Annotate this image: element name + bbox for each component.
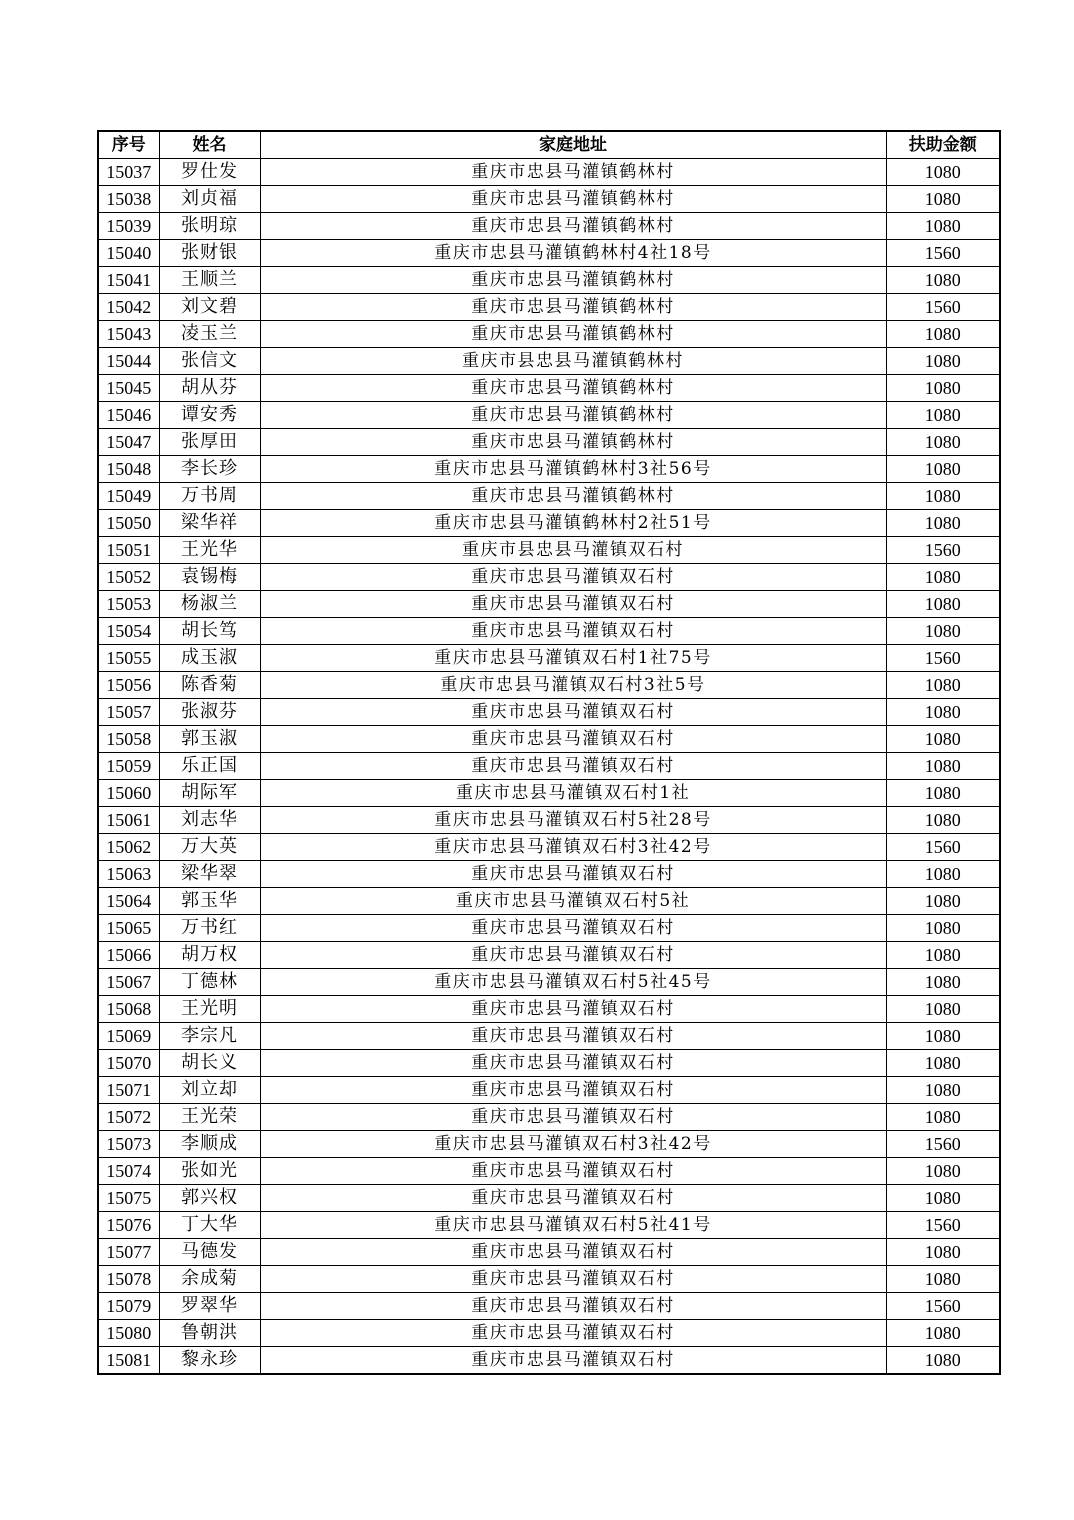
cell-seq: 15041: [98, 267, 159, 294]
table-row: [98, 1104, 1000, 1131]
cell-amount: 1080: [886, 1104, 1000, 1131]
cell-seq: 15048: [98, 456, 159, 483]
cell-seq: 15071: [98, 1077, 159, 1104]
table-row: [98, 564, 1000, 591]
cell-name: 罗翠华: [159, 1293, 260, 1320]
cell-name: 王光明: [159, 996, 260, 1023]
header-name: 姓名: [159, 131, 260, 159]
table-row: [98, 186, 1000, 213]
cell-name: 郭兴权: [159, 1185, 260, 1212]
cell-name: 张厚田: [159, 429, 260, 456]
cell-name: 王顺兰: [159, 267, 260, 294]
table-row: [98, 1293, 1000, 1320]
cell-amount: 1080: [886, 699, 1000, 726]
cell-amount: 1560: [886, 294, 1000, 321]
cell-address: 重庆市忠县马灌镇双石村5社: [260, 888, 886, 915]
cell-seq: 15047: [98, 429, 159, 456]
cell-name: 罗仕发: [159, 159, 260, 186]
table-row: [98, 699, 1000, 726]
cell-name: 张明琼: [159, 213, 260, 240]
cell-name: 丁德林: [159, 969, 260, 996]
table-row: [98, 1239, 1000, 1266]
table-row: [98, 1185, 1000, 1212]
cell-name: 胡万权: [159, 942, 260, 969]
cell-name: 王光荣: [159, 1104, 260, 1131]
cell-address: 重庆市忠县马灌镇双石村: [260, 861, 886, 888]
cell-address: 重庆市忠县马灌镇双石村1社75号: [260, 645, 886, 672]
cell-address: 重庆市忠县马灌镇鹤林村: [260, 159, 886, 186]
cell-seq: 15080: [98, 1320, 159, 1347]
cell-amount: 1080: [886, 564, 1000, 591]
cell-name: 谭安秀: [159, 402, 260, 429]
cell-name: 袁锡梅: [159, 564, 260, 591]
table-row: [98, 1131, 1000, 1158]
cell-address: 重庆市忠县马灌镇鹤林村: [260, 294, 886, 321]
cell-name: 胡长义: [159, 1050, 260, 1077]
cell-amount: 1080: [886, 780, 1000, 807]
cell-seq: 15057: [98, 699, 159, 726]
cell-seq: 15077: [98, 1239, 159, 1266]
cell-address: 重庆市忠县马灌镇双石村: [260, 618, 886, 645]
table-row: [98, 1320, 1000, 1347]
cell-address: 重庆市忠县马灌镇鹤林村: [260, 213, 886, 240]
cell-name: 凌玉兰: [159, 321, 260, 348]
cell-amount: 1080: [886, 1239, 1000, 1266]
cell-amount: 1080: [886, 483, 1000, 510]
cell-seq: 15050: [98, 510, 159, 537]
table-row: [98, 996, 1000, 1023]
cell-seq: 15070: [98, 1050, 159, 1077]
cell-seq: 15073: [98, 1131, 159, 1158]
table-row: [98, 456, 1000, 483]
cell-amount: 1080: [886, 348, 1000, 375]
cell-amount: 1080: [886, 1347, 1000, 1375]
cell-name: 万书红: [159, 915, 260, 942]
cell-amount: 1080: [886, 429, 1000, 456]
cell-amount: 1080: [886, 969, 1000, 996]
cell-address: 重庆市忠县马灌镇双石村: [260, 699, 886, 726]
cell-amount: 1080: [886, 510, 1000, 537]
cell-address: 重庆市忠县马灌镇双石村3社5号: [260, 672, 886, 699]
cell-name: 杨淑兰: [159, 591, 260, 618]
table-row: [98, 807, 1000, 834]
cell-name: 黎永珍: [159, 1347, 260, 1375]
cell-address: 重庆市忠县马灌镇鹤林村4社18号: [260, 240, 886, 267]
table-row: [98, 834, 1000, 861]
table-row: [98, 888, 1000, 915]
cell-address: 重庆市忠县马灌镇双石村3社42号: [260, 834, 886, 861]
cell-address: 重庆市忠县马灌镇双石村1社: [260, 780, 886, 807]
table-row: [98, 591, 1000, 618]
cell-address: 重庆市忠县马灌镇双石村: [260, 1185, 886, 1212]
cell-amount: 1080: [886, 375, 1000, 402]
table-body: [98, 159, 1000, 1375]
cell-seq: 15058: [98, 726, 159, 753]
cell-address: 重庆市忠县马灌镇双石村3社42号: [260, 1131, 886, 1158]
cell-name: 梁华翠: [159, 861, 260, 888]
cell-address: 重庆市忠县马灌镇鹤林村: [260, 186, 886, 213]
cell-seq: 15049: [98, 483, 159, 510]
cell-name: 郭玉华: [159, 888, 260, 915]
table-row: [98, 618, 1000, 645]
cell-amount: 1080: [886, 267, 1000, 294]
cell-name: 刘立却: [159, 1077, 260, 1104]
table-row: [98, 294, 1000, 321]
cell-amount: 1560: [886, 1212, 1000, 1239]
table-row: [98, 402, 1000, 429]
cell-name: 李宗凡: [159, 1023, 260, 1050]
table-row: [98, 429, 1000, 456]
cell-address: 重庆市忠县马灌镇双石村: [260, 1347, 886, 1375]
cell-name: 刘文碧: [159, 294, 260, 321]
cell-seq: 15075: [98, 1185, 159, 1212]
cell-name: 鲁朝洪: [159, 1320, 260, 1347]
cell-address: 重庆市忠县马灌镇鹤林村: [260, 483, 886, 510]
cell-seq: 15079: [98, 1293, 159, 1320]
cell-amount: 1080: [886, 1077, 1000, 1104]
cell-address: 重庆市忠县马灌镇鹤林村: [260, 375, 886, 402]
cell-address: 重庆市忠县马灌镇双石村: [260, 1023, 886, 1050]
cell-name: 张淑芬: [159, 699, 260, 726]
cell-amount: 1080: [886, 321, 1000, 348]
header-seq: 序号: [98, 131, 159, 159]
cell-name: 郭玉淑: [159, 726, 260, 753]
cell-name: 李长珍: [159, 456, 260, 483]
cell-address: 重庆市忠县马灌镇鹤林村3社56号: [260, 456, 886, 483]
cell-address: 重庆市忠县马灌镇双石村: [260, 996, 886, 1023]
cell-address: 重庆市忠县马灌镇双石村: [260, 1077, 886, 1104]
cell-seq: 15067: [98, 969, 159, 996]
cell-address: 重庆市忠县马灌镇双石村: [260, 564, 886, 591]
cell-seq: 15069: [98, 1023, 159, 1050]
table-row: [98, 942, 1000, 969]
cell-address: 重庆市忠县马灌镇双石村: [260, 942, 886, 969]
cell-seq: 15053: [98, 591, 159, 618]
cell-address: 重庆市忠县马灌镇双石村: [260, 1293, 886, 1320]
table-row: [98, 780, 1000, 807]
cell-amount: 1560: [886, 1131, 1000, 1158]
cell-name: 胡长笃: [159, 618, 260, 645]
cell-amount: 1560: [886, 537, 1000, 564]
table-row: [98, 915, 1000, 942]
cell-amount: 1080: [886, 915, 1000, 942]
table-row: [98, 1050, 1000, 1077]
cell-seq: 15054: [98, 618, 159, 645]
cell-seq: 15078: [98, 1266, 159, 1293]
cell-address: 重庆市忠县马灌镇双石村: [260, 753, 886, 780]
cell-address: 重庆市忠县马灌镇鹤林村: [260, 267, 886, 294]
cell-seq: 15064: [98, 888, 159, 915]
cell-amount: 1080: [886, 186, 1000, 213]
cell-seq: 15045: [98, 375, 159, 402]
cell-amount: 1080: [886, 213, 1000, 240]
table-row: [98, 213, 1000, 240]
cell-amount: 1080: [886, 942, 1000, 969]
cell-name: 成玉淑: [159, 645, 260, 672]
cell-seq: 15037: [98, 159, 159, 186]
cell-address: 重庆市忠县马灌镇双石村: [260, 726, 886, 753]
cell-seq: 15081: [98, 1347, 159, 1375]
cell-seq: 15074: [98, 1158, 159, 1185]
table-row: [98, 240, 1000, 267]
cell-name: 万大英: [159, 834, 260, 861]
cell-seq: 15042: [98, 294, 159, 321]
table-row: [98, 1077, 1000, 1104]
cell-amount: 1080: [886, 726, 1000, 753]
table-row: [98, 753, 1000, 780]
cell-address: 重庆市忠县马灌镇鹤林村: [260, 321, 886, 348]
cell-seq: 15056: [98, 672, 159, 699]
cell-seq: 15038: [98, 186, 159, 213]
cell-seq: 15068: [98, 996, 159, 1023]
cell-name: 马德发: [159, 1239, 260, 1266]
cell-address: 重庆市忠县马灌镇双石村: [260, 591, 886, 618]
cell-name: 梁华祥: [159, 510, 260, 537]
cell-address: 重庆市忠县马灌镇双石村: [260, 1158, 886, 1185]
cell-amount: 1080: [886, 1158, 1000, 1185]
cell-amount: 1080: [886, 1185, 1000, 1212]
cell-name: 陈香菊: [159, 672, 260, 699]
table-row: [98, 510, 1000, 537]
cell-seq: 15039: [98, 213, 159, 240]
header-address: 家庭地址: [260, 131, 886, 159]
cell-address: 重庆市忠县马灌镇双石村: [260, 915, 886, 942]
cell-address: 重庆市忠县马灌镇双石村: [260, 1050, 886, 1077]
table-row: [98, 483, 1000, 510]
cell-name: 胡际军: [159, 780, 260, 807]
cell-amount: 1080: [886, 591, 1000, 618]
table-row: [98, 537, 1000, 564]
cell-amount: 1560: [886, 834, 1000, 861]
cell-address: 重庆市忠县马灌镇双石村: [260, 1320, 886, 1347]
cell-amount: 1080: [886, 1023, 1000, 1050]
cell-amount: 1560: [886, 1293, 1000, 1320]
cell-address: 重庆市忠县马灌镇双石村: [260, 1266, 886, 1293]
cell-amount: 1080: [886, 888, 1000, 915]
cell-seq: 15076: [98, 1212, 159, 1239]
cell-address: 重庆市忠县马灌镇双石村5社28号: [260, 807, 886, 834]
cell-seq: 15040: [98, 240, 159, 267]
cell-name: 张信文: [159, 348, 260, 375]
cell-seq: 15060: [98, 780, 159, 807]
cell-name: 王光华: [159, 537, 260, 564]
table-row: [98, 1347, 1000, 1375]
cell-seq: 15062: [98, 834, 159, 861]
cell-name: 乐正国: [159, 753, 260, 780]
cell-amount: 1560: [886, 240, 1000, 267]
table-row: [98, 969, 1000, 996]
header-amount: 扶助金额: [886, 131, 1000, 159]
table-row: [98, 672, 1000, 699]
cell-address: 重庆市县忠县马灌镇鹤林村: [260, 348, 886, 375]
cell-address: 重庆市忠县马灌镇双石村5社45号: [260, 969, 886, 996]
table-row: [98, 726, 1000, 753]
cell-amount: 1080: [886, 1266, 1000, 1293]
cell-seq: 15065: [98, 915, 159, 942]
cell-address: 重庆市忠县马灌镇鹤林村: [260, 402, 886, 429]
cell-name: 丁大华: [159, 1212, 260, 1239]
cell-amount: 1560: [886, 645, 1000, 672]
cell-amount: 1080: [886, 996, 1000, 1023]
table-row: [98, 1266, 1000, 1293]
cell-seq: 15072: [98, 1104, 159, 1131]
cell-amount: 1080: [886, 753, 1000, 780]
cell-seq: 15052: [98, 564, 159, 591]
header-row: [98, 131, 1000, 159]
cell-seq: 15061: [98, 807, 159, 834]
table-row: [98, 1158, 1000, 1185]
cell-amount: 1080: [886, 618, 1000, 645]
cell-amount: 1080: [886, 159, 1000, 186]
cell-seq: 15063: [98, 861, 159, 888]
cell-name: 李顺成: [159, 1131, 260, 1158]
cell-address: 重庆市忠县马灌镇双石村: [260, 1239, 886, 1266]
cell-amount: 1080: [886, 861, 1000, 888]
cell-seq: 15051: [98, 537, 159, 564]
cell-address: 重庆市忠县马灌镇鹤林村: [260, 429, 886, 456]
roster-table: [97, 130, 1001, 1375]
cell-name: 胡从芬: [159, 375, 260, 402]
table-row: [98, 321, 1000, 348]
cell-amount: 1080: [886, 1320, 1000, 1347]
cell-name: 余成菊: [159, 1266, 260, 1293]
cell-name: 万书周: [159, 483, 260, 510]
table-row: [98, 375, 1000, 402]
cell-seq: 15046: [98, 402, 159, 429]
cell-name: 张财银: [159, 240, 260, 267]
cell-amount: 1080: [886, 402, 1000, 429]
cell-name: 刘志华: [159, 807, 260, 834]
table-row: [98, 645, 1000, 672]
cell-name: 张如光: [159, 1158, 260, 1185]
cell-name: 刘贞福: [159, 186, 260, 213]
cell-amount: 1080: [886, 456, 1000, 483]
table-row: [98, 1023, 1000, 1050]
roster-sheet: [97, 130, 999, 1375]
table-row: [98, 159, 1000, 186]
cell-amount: 1080: [886, 1050, 1000, 1077]
cell-address: 重庆市忠县马灌镇双石村5社41号: [260, 1212, 886, 1239]
table-row: [98, 348, 1000, 375]
cell-seq: 15055: [98, 645, 159, 672]
cell-amount: 1080: [886, 672, 1000, 699]
cell-address: 重庆市县忠县马灌镇双石村: [260, 537, 886, 564]
cell-seq: 15044: [98, 348, 159, 375]
cell-seq: 15066: [98, 942, 159, 969]
cell-address: 重庆市忠县马灌镇鹤林村2社51号: [260, 510, 886, 537]
cell-seq: 15059: [98, 753, 159, 780]
cell-seq: 15043: [98, 321, 159, 348]
table-row: [98, 861, 1000, 888]
cell-address: 重庆市忠县马灌镇双石村: [260, 1104, 886, 1131]
table-row: [98, 1212, 1000, 1239]
table-row: [98, 267, 1000, 294]
cell-amount: 1080: [886, 807, 1000, 834]
